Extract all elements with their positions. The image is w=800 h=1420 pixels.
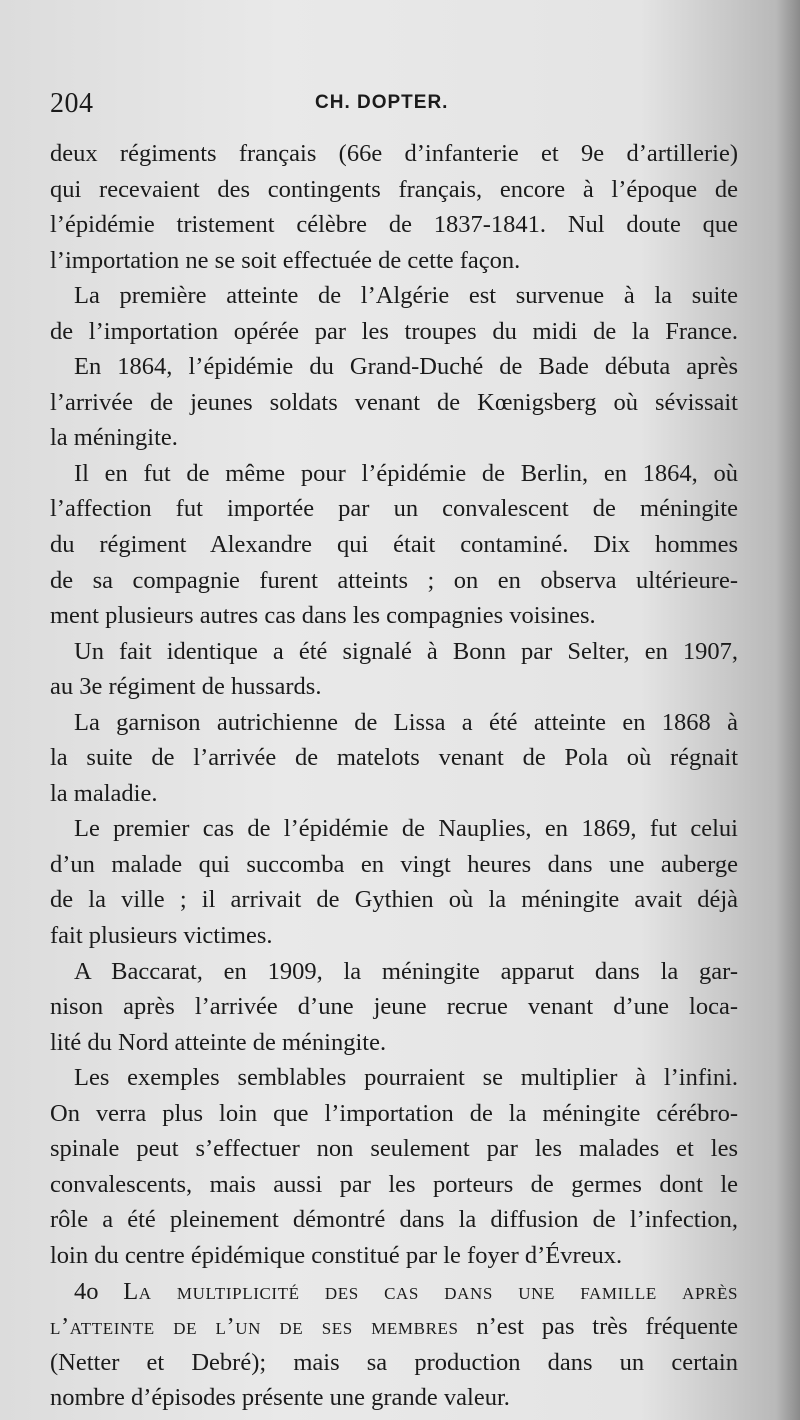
page-number: 204: [50, 88, 94, 119]
text-line: qui recevaient des contingents français, encore à l’époque de: [50, 175, 738, 203]
text-line: ment plusieurs autres cas dans les compagnies voisines.: [50, 602, 596, 630]
text-line: deux régiments français (66e d’infanterie et 9e d’artillerie): [50, 140, 738, 167]
text-line: Il en fut de même pour l’épidémie de Berlin, en 1864, où: [74, 459, 738, 487]
text-line: La garnison autrichienne de Lissa a été atteinte en 1868 à: [74, 708, 738, 736]
section-heading-continued: l’atteinte de l’un de ses membres: [50, 1313, 459, 1341]
text-line: loin du centre épidémique constitué par le foyer d’Évreux.: [50, 1241, 623, 1269]
text-line: En 1864, l’épidémie du Grand-Duché de Bade débuta après: [74, 353, 738, 381]
text-line: Un fait identique a été signalé à Bonn par Selter, en 1907,: [74, 637, 738, 665]
text-line: de sa compagnie furent atteints ; on en observa ultérieure-: [50, 566, 738, 594]
text-line: On verra plus loin que l’importation de la méningite cérébro-: [50, 1099, 738, 1127]
text-line: A Baccarat, en 1909, la méningite apparut dans la gar-: [74, 957, 738, 985]
text-line: de la ville ; il arrivait de Gythien où la méningite avait déjà: [50, 886, 738, 914]
text-line: l’arrivée de jeunes soldats venant de Kœnigsberg où sévissait: [50, 388, 738, 416]
text-line: du régiment Alexandre qui était contaminé. Dix hommes: [50, 531, 738, 559]
text-line: de l’importation opérée par les troupes du midi de la France.: [50, 317, 738, 345]
text-line: la méningite.: [50, 424, 178, 452]
section-number: 4o: [74, 1277, 99, 1305]
section-heading-line: [50, 1274, 738, 1310]
page-header: [50, 88, 740, 128]
text-line: [50, 1309, 738, 1345]
text-line: nison après l’arrivée d’une jeune recrue venant d’une loca-: [50, 993, 738, 1021]
text-line: au 3e régiment de hussards.: [50, 673, 322, 701]
text-line: l’importation ne se soit effectuée de cette façon.: [50, 246, 521, 274]
text-line: rôle a été pleinement démontré dans la diffusion de l’infection,: [50, 1206, 738, 1234]
text-line: la maladie.: [50, 779, 158, 807]
text-line: fait plusieurs victimes.: [50, 922, 273, 950]
text-line: d’un malade qui succomba en vingt heures dans une auberge: [50, 850, 738, 878]
text-line: Le premier cas de l’épidémie de Nauplies, en 1869, fut celui: [74, 815, 738, 843]
text-line: spinale peut s’effectuer non seulement par les malades et les: [50, 1135, 738, 1163]
text-line: l’épidémie tristement célèbre de 1837-1841. Nul doute que: [50, 211, 738, 239]
section-text: n’est pas très fréquente: [458, 1313, 738, 1341]
section-heading: La multiplicité des cas dans une famille après: [123, 1277, 739, 1305]
text-line: nombre d’épisodes présente une grande valeur.: [50, 1384, 510, 1412]
text-line: la suite de l’arrivée de matelots venant de Pola où régnait: [50, 744, 738, 772]
running-head: CH. DOPTER.: [315, 92, 449, 113]
text-line: La première atteinte de l’Algérie est survenue à la suite: [74, 282, 738, 310]
text-line: convalescents, mais aussi par les porteurs de germes dont le: [50, 1170, 738, 1198]
text-line: Les exemples semblables pourraient se multiplier à l’infini.: [74, 1064, 738, 1092]
body-text: [50, 136, 738, 1416]
text-line: l’affection fut importée par un convalescent de méningite: [50, 495, 738, 523]
text-line: lité du Nord atteinte de méningite.: [50, 1028, 387, 1056]
text-line: (Netter et Debré); mais sa production dans un certain: [50, 1348, 738, 1376]
